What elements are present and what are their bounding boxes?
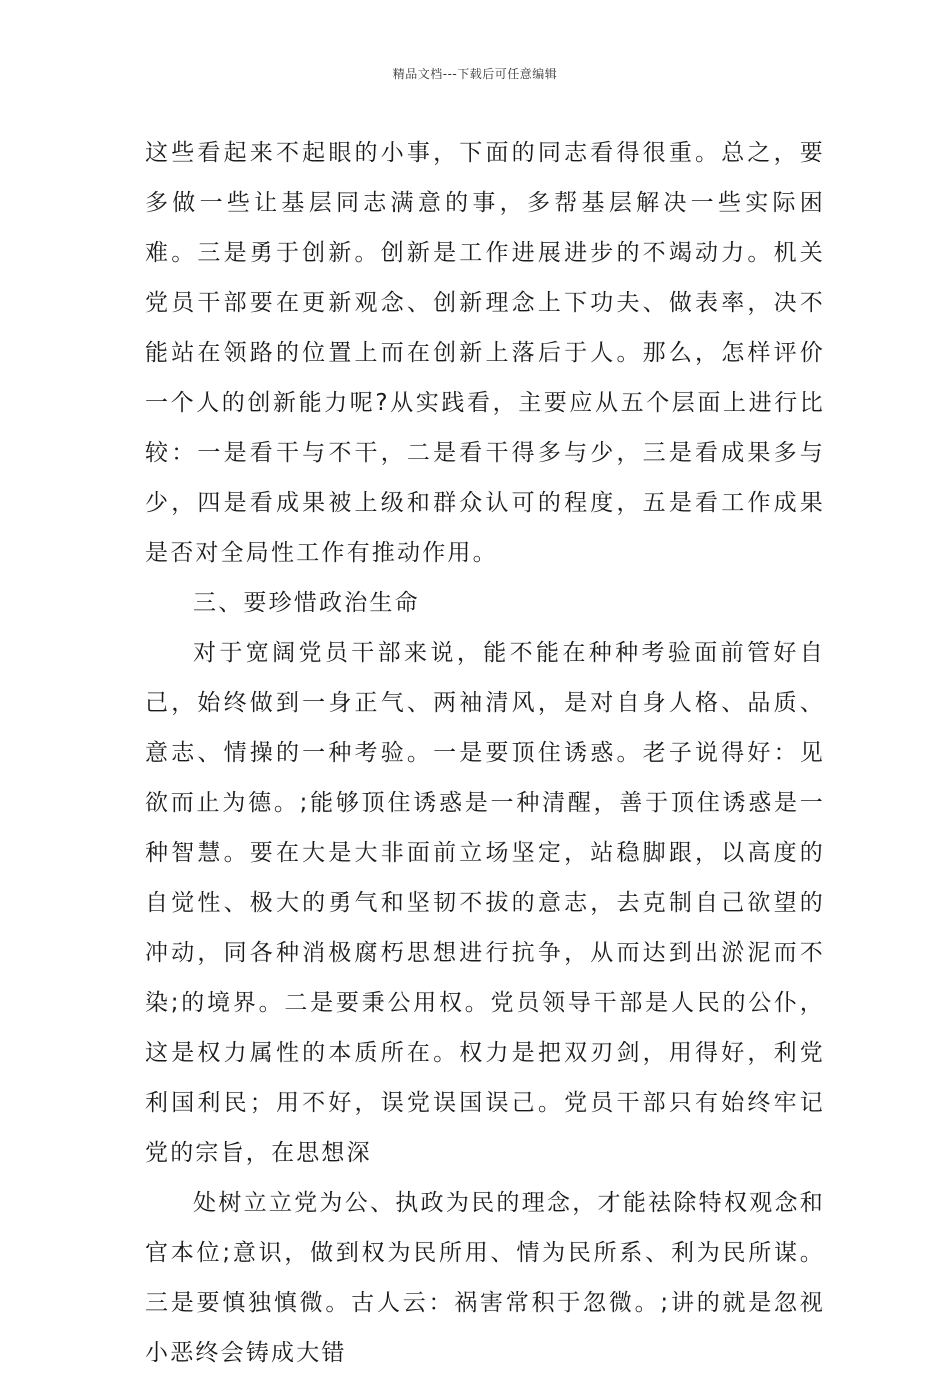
section-heading: 三、要珍惜政治生命: [193, 590, 420, 616]
paragraph-temptation: 对于宽阔党员干部来说，能不能在种种考验面前管好自己，始终做到一身正气、两袖清风，是对自身人格、品质、意志、情操的一种考验。一是要顶住诱惑。老子说得好：见欲而止为德。;能够顶住诱惑是一种清醒，善于顶住诱惑是一种智慧。要在大是大非面前立场坚定，站稳脚跟，以高度的自觉性、极大的勇气和坚韧不拔的意志，去克制自己欲望的冲动，同各种消极腐朽思想进行抗争，从而达到出淤泥而不染;的境界。二是要秉公用权。党员领导干部是人民的公仆，这是权力属性的本质所在。权力是把双刃剑，用得好，利党利国利民；用不好，误党误国误己。党员干部只有始终牢记党的宗旨，在思想深: [145, 640, 825, 1166]
paragraph-prudence: 处树立立党为公、执政为民的理念，才能祛除特权观念和官本位;意识，做到权为民所用、情为民所系、利为民所谋。三是要慎独慎微。古人云：祸害常积于忽微。;讲的就是忽视小恶终会铸成大错: [145, 1190, 825, 1366]
document-body: [145, 128, 825, 1378]
page-header: 精品文档---下载后可任意编辑: [392, 67, 558, 81]
paragraph-innovation: 这些看起来不起眼的小事，下面的同志看得很重。总之，要多做一些让基层同志满意的事，多帮基层解决一些实际困难。三是勇于创新。创新是工作进展进步的不竭动力。机关党员干部要在更新观念、创新理念上下功夫、做表率，决不能站在领路的位置上而在创新上落后于人。那么，怎样评价一个人的创新能力呢?从实践看，主要应从五个层面上进行比较：一是看干与不干，二是看干得多与少，三是看成果多与少，四是看成果被上级和群众认可的程度，五是看工作成果是否对全局性工作有推动作用。: [145, 140, 825, 566]
